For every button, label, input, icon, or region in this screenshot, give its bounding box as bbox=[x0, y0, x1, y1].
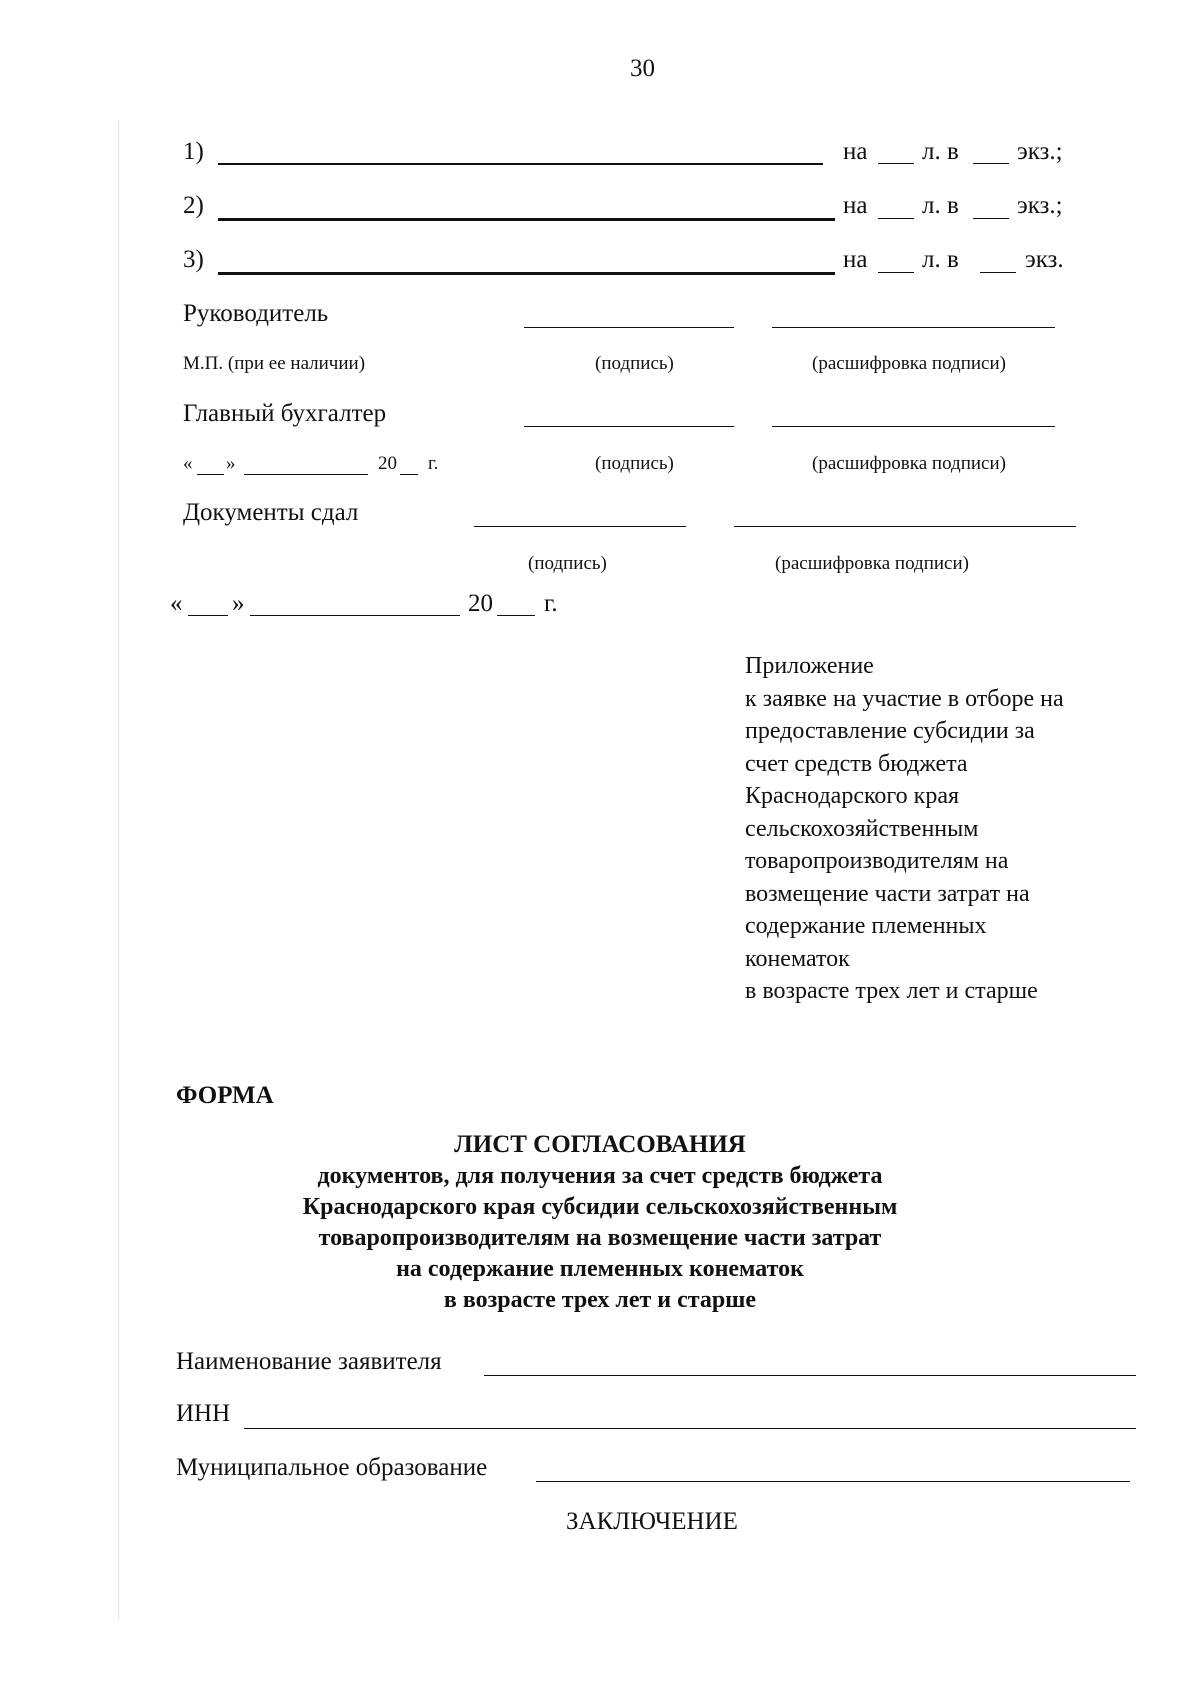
appendix-line: к заявке на участие в отборе на bbox=[745, 685, 1064, 712]
head-label: Руководитель bbox=[183, 300, 329, 327]
title-line: товаропроизводителям на возмещение части затрат bbox=[318, 1225, 882, 1251]
appendix-line: содержание племенных bbox=[745, 913, 987, 939]
title-line: в возрасте трех лет и старше bbox=[443, 1287, 757, 1313]
copies-blank[interactable] bbox=[973, 218, 1009, 219]
doc-na-label: на bbox=[843, 192, 868, 219]
head-decode-caption: (расшифровка подписи) bbox=[812, 353, 1006, 374]
submitted-sign-caption: (подпись) bbox=[528, 553, 607, 574]
doc-sheets-label: л. в bbox=[922, 192, 959, 219]
doc-copies-label: экз.; bbox=[1017, 138, 1063, 165]
accountant-decode-caption: (расшифровка подписи) bbox=[812, 453, 1006, 474]
doc-na-label: на bbox=[843, 138, 868, 165]
date-close-quote: » bbox=[232, 590, 245, 617]
date-open-quote: « bbox=[183, 453, 193, 474]
applicant-blank[interactable] bbox=[484, 1375, 1136, 1376]
head-signature-blank[interactable] bbox=[524, 327, 734, 328]
appendix-line: счет средств бюджета bbox=[745, 750, 968, 777]
form-label: ФОРМА bbox=[176, 1082, 274, 1109]
accountant-label: Главный бухгалтер bbox=[183, 400, 387, 427]
doc-name-blank[interactable] bbox=[218, 218, 835, 221]
accountant-signature-blank[interactable] bbox=[524, 426, 734, 427]
appendix-line: конематок bbox=[745, 945, 850, 972]
date-open-quote: « bbox=[170, 590, 183, 617]
copies-blank[interactable] bbox=[973, 163, 1009, 164]
title-line: на содержание племенных конематок bbox=[396, 1256, 804, 1282]
scan-edge bbox=[118, 120, 119, 1620]
doc-line-number: 1) bbox=[183, 138, 204, 165]
submitted-label: Документы сдал bbox=[183, 499, 359, 526]
year-suffix: г. bbox=[428, 453, 439, 474]
municipality-label: Муниципальное образование bbox=[176, 1454, 488, 1481]
sheets-blank[interactable] bbox=[878, 163, 914, 164]
submitted-decode-caption: (расшифровка подписи) bbox=[775, 553, 969, 574]
year-prefix: 20 bbox=[378, 453, 397, 474]
doc-line-number: 3) bbox=[183, 246, 204, 273]
doc-name-blank[interactable] bbox=[218, 272, 835, 275]
year-blank[interactable] bbox=[497, 615, 535, 616]
doc-sheets-label: л. в bbox=[922, 138, 959, 165]
month-blank[interactable] bbox=[244, 474, 368, 475]
title-line: документов, для получения за счет средств бюджета bbox=[317, 1163, 883, 1189]
sheets-blank[interactable] bbox=[878, 272, 914, 273]
head-decode-blank[interactable] bbox=[772, 327, 1055, 328]
appendix-line: Краснодарского края bbox=[745, 783, 960, 809]
date-close-quote: » bbox=[226, 453, 236, 474]
accountant-sign-caption: (подпись) bbox=[595, 453, 674, 474]
accountant-decode-blank[interactable] bbox=[772, 426, 1055, 427]
municipality-blank[interactable] bbox=[536, 1481, 1130, 1482]
day-blank[interactable] bbox=[188, 615, 228, 616]
stamp-note: М.П. (при ее наличии) bbox=[183, 353, 366, 374]
doc-na-label: на bbox=[843, 246, 868, 273]
appendix-line: в возрасте трех лет и старше bbox=[745, 978, 1038, 1004]
inn-label: ИНН bbox=[176, 1400, 231, 1427]
appendix-line: товаропроизводителям на bbox=[745, 848, 1009, 874]
copies-blank[interactable] bbox=[980, 272, 1016, 273]
appendix-line: возмещение части затрат на bbox=[745, 880, 1030, 907]
appendix-line: Приложение bbox=[745, 653, 874, 679]
inn-blank[interactable] bbox=[244, 1428, 1136, 1429]
submitted-decode-blank[interactable] bbox=[734, 526, 1076, 527]
appendix-note bbox=[745, 650, 1064, 1008]
year-blank[interactable] bbox=[400, 474, 418, 475]
day-blank[interactable] bbox=[197, 474, 224, 475]
title-line: Краснодарского края субсидии сельскохозяйственным bbox=[302, 1194, 898, 1220]
doc-sheets-label: л. в bbox=[922, 246, 959, 273]
doc-copies-label: экз. bbox=[1025, 246, 1064, 273]
doc-copies-label: экз.; bbox=[1017, 192, 1063, 219]
appendix-line: предоставление субсидии за bbox=[745, 718, 1035, 744]
year-suffix: г. bbox=[544, 590, 558, 617]
title-heading: ЛИСТ СОГЛАСОВАНИЯ bbox=[454, 1131, 746, 1158]
appendix-line: сельскохозяйственным bbox=[745, 815, 979, 842]
sheets-blank[interactable] bbox=[878, 218, 914, 219]
conclusion-heading: ЗАКЛЮЧЕНИЕ bbox=[566, 1508, 738, 1535]
submitted-signature-blank[interactable] bbox=[474, 526, 686, 527]
doc-line-number: 2) bbox=[183, 192, 204, 219]
year-prefix: 20 bbox=[468, 590, 493, 617]
approval-sheet-title bbox=[0, 1129, 1200, 1316]
page-number: 30 bbox=[630, 55, 655, 82]
month-blank[interactable] bbox=[250, 615, 460, 616]
head-sign-caption: (подпись) bbox=[595, 353, 674, 374]
doc-name-blank[interactable] bbox=[218, 163, 823, 165]
applicant-label: Наименование заявителя bbox=[176, 1348, 442, 1375]
